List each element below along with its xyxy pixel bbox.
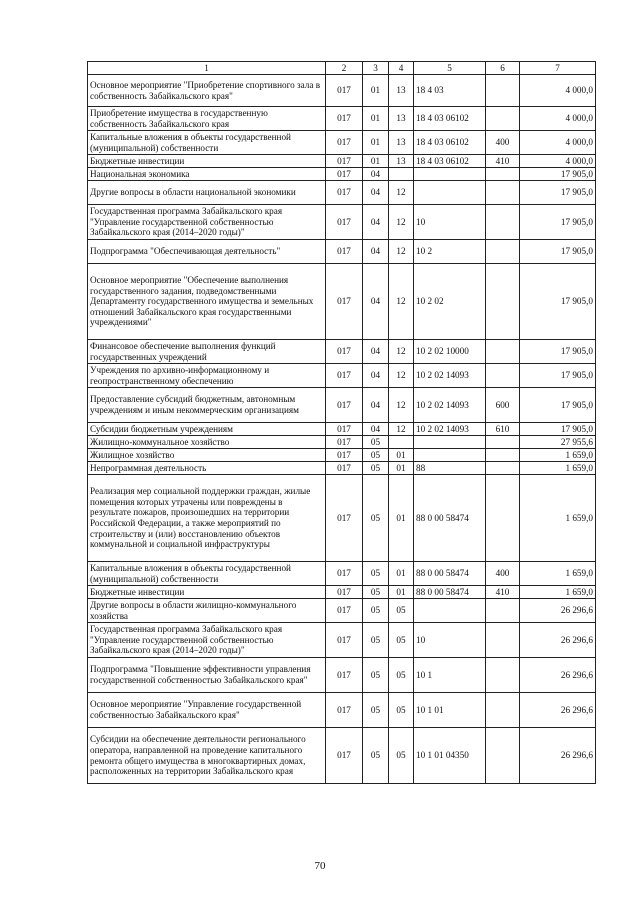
expense-type-cell [486,240,520,264]
section-cell: 05 [363,599,389,623]
target-article-cell: 10 2 02 14093 [414,423,486,436]
section-cell: 05 [363,728,389,784]
section-cell: 01 [363,131,389,155]
table-header-row [88,62,596,75]
table-row [88,658,596,693]
subsection-cell: 13 [389,155,414,168]
row-name-cell: Подпрограмма "Повышение эффективности управления государственной собственностью Забайкальского края" [88,658,326,693]
amount-cell: 17 905,0 [520,264,596,340]
header-cell: 4 [389,62,414,75]
ministry-code-cell: 017 [326,364,363,388]
expense-type-cell [486,264,520,340]
ministry-code-cell: 017 [326,168,363,181]
section-cell: 04 [363,205,389,240]
table-row [88,423,596,436]
amount-cell: 26 296,6 [520,693,596,728]
subsection-cell: 13 [389,75,414,107]
expense-type-cell: 410 [486,155,520,168]
expense-type-cell: 600 [486,388,520,423]
row-name-cell: Государственная программа Забайкальского края "Управление государственной собственностью Забайкальского края (2014–2020 годы)" [88,205,326,240]
expense-type-cell [486,168,520,181]
row-name-cell: Основное мероприятие "Приобретение спортивного зала в собственность Забайкальского края" [88,75,326,107]
amount-cell: 1 659,0 [520,449,596,462]
section-cell: 05 [363,436,389,449]
amount-cell: 26 296,6 [520,728,596,784]
amount-cell: 17 905,0 [520,205,596,240]
header-cell: 2 [326,62,363,75]
ministry-code-cell: 017 [326,449,363,462]
expense-type-cell [486,364,520,388]
expense-type-cell: 400 [486,131,520,155]
budget-table [87,61,596,784]
section-cell: 04 [363,264,389,340]
table-row [88,462,596,475]
expense-type-cell [486,449,520,462]
subsection-cell: 05 [389,728,414,784]
ministry-code-cell: 017 [326,340,363,364]
row-name-cell: Непрограммная деятельность [88,462,326,475]
amount-cell: 1 659,0 [520,586,596,599]
subsection-cell: 12 [389,340,414,364]
subsection-cell: 12 [389,364,414,388]
header-cell: 3 [363,62,389,75]
subsection-cell: 01 [389,586,414,599]
amount-cell: 17 905,0 [520,388,596,423]
table-row [88,388,596,423]
ministry-code-cell: 017 [326,131,363,155]
subsection-cell: 05 [389,599,414,623]
subsection-cell: 01 [389,562,414,586]
header-cell: 1 [88,62,326,75]
row-name-cell: Субсидии бюджетным учреждениям [88,423,326,436]
subsection-cell: 01 [389,462,414,475]
ministry-code-cell: 017 [326,205,363,240]
row-name-cell: Субсидии на обеспечение деятельности регионального оператора, направленной на проведение капитального ремонта общего имущества в многоквартирных домах, расположенных на территории Забайкальского края [88,728,326,784]
table-row [88,586,596,599]
target-article-cell: 10 1 01 04350 [414,728,486,784]
section-cell: 01 [363,107,389,131]
target-article-cell: 10 2 02 14093 [414,388,486,423]
amount-cell: 4 000,0 [520,131,596,155]
target-article-cell: 88 [414,462,486,475]
row-name-cell: Другие вопросы в области национальной экономики [88,181,326,205]
ministry-code-cell: 017 [326,436,363,449]
row-name-cell: Государственная программа Забайкальского края "Управление государственной собственностью Забайкальского края (2014–2020 годы)" [88,623,326,658]
amount-cell: 1 659,0 [520,562,596,586]
expense-type-cell: 410 [486,586,520,599]
subsection-cell: 12 [389,264,414,340]
section-cell: 05 [363,586,389,599]
table-row [88,75,596,107]
amount-cell: 17 905,0 [520,181,596,205]
row-name-cell: Жилищное хозяйство [88,449,326,462]
row-name-cell: Предоставление субсидий бюджетным, автономным учреждениям и иным некоммерческим организациям [88,388,326,423]
subsection-cell: 05 [389,623,414,658]
amount-cell: 26 296,6 [520,623,596,658]
header-cell: 7 [520,62,596,75]
ministry-code-cell: 017 [326,264,363,340]
row-name-cell: Финансовое обеспечение выполнения функций государственных учреждений [88,340,326,364]
table-row [88,449,596,462]
section-cell: 05 [363,475,389,562]
row-name-cell: Учреждения по архивно-информационному и геопространственному обеспечению [88,364,326,388]
target-article-cell: 88 0 00 58474 [414,475,486,562]
table-row [88,168,596,181]
row-name-cell: Подпрограмма "Обеспечивающая деятельность" [88,240,326,264]
expense-type-cell: 610 [486,423,520,436]
target-article-cell: 88 0 00 58474 [414,586,486,599]
section-cell: 05 [363,623,389,658]
ministry-code-cell: 017 [326,693,363,728]
table-row [88,340,596,364]
row-name-cell: Жилищно-коммунальное хозяйство [88,436,326,449]
target-article-cell: 10 [414,205,486,240]
table-row [88,107,596,131]
row-name-cell: Бюджетные инвестиции [88,586,326,599]
subsection-cell: 12 [389,388,414,423]
table-row [88,240,596,264]
section-cell: 01 [363,155,389,168]
section-cell: 05 [363,449,389,462]
table-row [88,599,596,623]
section-cell: 05 [363,693,389,728]
target-article-cell [414,599,486,623]
amount-cell: 17 905,0 [520,240,596,264]
table-row [88,475,596,562]
page-number: 70 [314,860,326,872]
row-name-cell: Другие вопросы в области жилищно-коммунального хозяйства [88,599,326,623]
row-name-cell: Приобретение имущества в государственную собственность Забайкальского края [88,107,326,131]
subsection-cell: 01 [389,449,414,462]
table-row [88,181,596,205]
ministry-code-cell: 017 [326,155,363,168]
ministry-code-cell: 017 [326,475,363,562]
ministry-code-cell: 017 [326,107,363,131]
ministry-code-cell: 017 [326,462,363,475]
expense-type-cell [486,205,520,240]
table-row [88,364,596,388]
target-article-cell [414,181,486,205]
section-cell: 04 [363,240,389,264]
ministry-code-cell: 017 [326,240,363,264]
ministry-code-cell: 017 [326,388,363,423]
amount-cell: 4 000,0 [520,107,596,131]
table-row [88,693,596,728]
section-cell: 04 [363,340,389,364]
expense-type-cell [486,75,520,107]
header-cell: 6 [486,62,520,75]
section-cell: 05 [363,462,389,475]
ministry-code-cell: 017 [326,586,363,599]
subsection-cell: 12 [389,181,414,205]
ministry-code-cell: 017 [326,423,363,436]
section-cell: 04 [363,423,389,436]
expense-type-cell [486,340,520,364]
target-article-cell: 10 1 [414,658,486,693]
amount-cell: 26 296,6 [520,658,596,693]
row-name-cell: Основное мероприятие "Управление государственной собственностью Забайкальского края" [88,693,326,728]
table-row [88,205,596,240]
table-row [88,131,596,155]
target-article-cell: 10 [414,623,486,658]
amount-cell: 27 955,6 [520,436,596,449]
target-article-cell [414,168,486,181]
expense-type-cell [486,658,520,693]
ministry-code-cell: 017 [326,181,363,205]
target-article-cell: 18 4 03 06102 [414,155,486,168]
row-name-cell: Основное мероприятие "Обеспечение выполнения государственного задания, подведомственными Департаменту государственного имущества и земельных отношений Забайкальского края государственными учреждениями" [88,264,326,340]
row-name-cell: Капитальные вложения в объекты государственной (муниципальной) собственности [88,562,326,586]
subsection-cell: 13 [389,107,414,131]
expense-type-cell [486,436,520,449]
header-cell: 5 [414,62,486,75]
section-cell: 04 [363,388,389,423]
amount-cell: 17 905,0 [520,423,596,436]
amount-cell: 4 000,0 [520,155,596,168]
target-article-cell: 10 2 02 14093 [414,364,486,388]
expense-type-cell [486,693,520,728]
section-cell: 01 [363,75,389,107]
section-cell: 05 [363,658,389,693]
target-article-cell [414,436,486,449]
table-row [88,623,596,658]
target-article-cell: 18 4 03 06102 [414,107,486,131]
amount-cell: 17 905,0 [520,168,596,181]
amount-cell: 26 296,6 [520,599,596,623]
expense-type-cell: 400 [486,562,520,586]
ministry-code-cell: 017 [326,623,363,658]
expense-type-cell [486,107,520,131]
ministry-code-cell: 017 [326,75,363,107]
row-name-cell: Реализация мер социальной поддержки граждан, жилые помещения которых утрачены или повреждены в результате пожаров, произошедших на территории Российской Федерации, а также мероприятий по строительству и (или) восстановлению объектов коммунальной и социальной инфраструктуры [88,475,326,562]
expense-type-cell [486,599,520,623]
expense-type-cell [486,728,520,784]
expense-type-cell [486,181,520,205]
row-name-cell: Бюджетные инвестиции [88,155,326,168]
row-name-cell: Национальная экономика [88,168,326,181]
table-row [88,264,596,340]
subsection-cell: 12 [389,423,414,436]
target-article-cell: 88 0 00 58474 [414,562,486,586]
target-article-cell [414,449,486,462]
ministry-code-cell: 017 [326,599,363,623]
target-article-cell: 10 2 02 [414,264,486,340]
target-article-cell: 10 2 [414,240,486,264]
ministry-code-cell: 017 [326,728,363,784]
ministry-code-cell: 017 [326,562,363,586]
row-name-cell: Капитальные вложения в объекты государственной (муниципальной) собственности [88,131,326,155]
section-cell: 05 [363,562,389,586]
target-article-cell: 18 4 03 06102 [414,131,486,155]
section-cell: 04 [363,168,389,181]
subsection-cell [389,436,414,449]
ministry-code-cell: 017 [326,658,363,693]
table-row [88,436,596,449]
amount-cell: 17 905,0 [520,340,596,364]
subsection-cell: 12 [389,240,414,264]
subsection-cell: 01 [389,475,414,562]
subsection-cell: 05 [389,658,414,693]
subsection-cell: 05 [389,693,414,728]
amount-cell: 17 905,0 [520,364,596,388]
table-row [88,562,596,586]
target-article-cell: 10 1 01 [414,693,486,728]
target-article-cell: 18 4 03 [414,75,486,107]
amount-cell: 4 000,0 [520,75,596,107]
amount-cell: 1 659,0 [520,475,596,562]
section-cell: 04 [363,364,389,388]
table-row [88,728,596,784]
table-body [88,62,596,784]
target-article-cell: 10 2 02 10000 [414,340,486,364]
expense-type-cell [486,475,520,562]
subsection-cell: 13 [389,131,414,155]
table-row [88,155,596,168]
subsection-cell: 12 [389,205,414,240]
section-cell: 04 [363,181,389,205]
subsection-cell [389,168,414,181]
expense-type-cell [486,623,520,658]
amount-cell: 1 659,0 [520,462,596,475]
expense-type-cell [486,462,520,475]
